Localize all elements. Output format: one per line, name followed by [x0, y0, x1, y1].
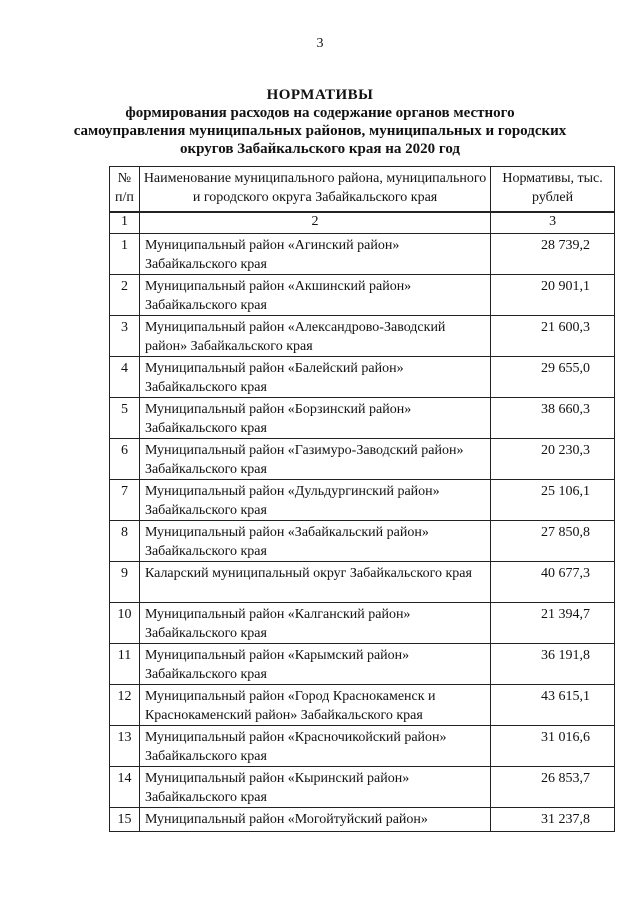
- column-numbers-row: [110, 212, 615, 234]
- row-name: Муниципальный район «Александрово-Заводский район» Забайкальского края: [139, 316, 490, 357]
- row-value: 25 106,1: [491, 480, 615, 521]
- row-value: 31 237,8: [491, 808, 615, 832]
- row-name: Муниципальный район «Забайкальский район» Забайкальского края: [139, 521, 490, 562]
- row-number: 11: [110, 644, 140, 685]
- row-name: Муниципальный район «Балейский район» Забайкальского края: [139, 357, 490, 398]
- row-value: 20 230,3: [491, 439, 615, 480]
- table-row: [110, 357, 615, 398]
- table-row: [110, 521, 615, 562]
- row-value: 20 901,1: [491, 275, 615, 316]
- row-value: 38 660,3: [491, 398, 615, 439]
- row-number: 4: [110, 357, 140, 398]
- norms-table: [109, 166, 615, 832]
- column-number: 2: [139, 212, 490, 234]
- header-norms: Нормативы, тыс. рублей: [491, 167, 615, 213]
- row-name: Муниципальный район «Калганский район» Забайкальского края: [139, 603, 490, 644]
- row-value: 26 853,7: [491, 767, 615, 808]
- table-row: [110, 234, 615, 275]
- table-row: [110, 644, 615, 685]
- row-number: 7: [110, 480, 140, 521]
- table-header-row: [110, 167, 615, 213]
- table-row: [110, 603, 615, 644]
- table-row: [110, 398, 615, 439]
- table-row: [110, 562, 615, 603]
- row-value: 27 850,8: [491, 521, 615, 562]
- row-value: 28 739,2: [491, 234, 615, 275]
- row-number: 8: [110, 521, 140, 562]
- document-title: [0, 86, 640, 158]
- row-name: Муниципальный район «Красночикойский район» Забайкальского края: [139, 726, 490, 767]
- table-row: [110, 439, 615, 480]
- row-number: 6: [110, 439, 140, 480]
- table-row: [110, 767, 615, 808]
- column-number: 3: [491, 212, 615, 234]
- row-value: 36 191,8: [491, 644, 615, 685]
- column-number: 1: [110, 212, 140, 234]
- row-name: Муниципальный район «Кыринский район» Забайкальского края: [139, 767, 490, 808]
- table-row: [110, 480, 615, 521]
- row-value: 31 016,6: [491, 726, 615, 767]
- row-value: 29 655,0: [491, 357, 615, 398]
- title-line-1: НОРМАТИВЫ: [266, 87, 374, 103]
- row-name: Муниципальный район «Акшинский район» Забайкальского края: [139, 275, 490, 316]
- row-name: Муниципальный район «Газимуро-Заводский район» Забайкальского края: [139, 439, 490, 480]
- row-number: 1: [110, 234, 140, 275]
- row-value: 21 394,7: [491, 603, 615, 644]
- row-name: Муниципальный район «Могойтуйский район»: [139, 808, 490, 832]
- row-number: 5: [110, 398, 140, 439]
- row-name: Муниципальный район «Агинский район» Забайкальского края: [139, 234, 490, 275]
- table-row: [110, 316, 615, 357]
- row-value: 43 615,1: [491, 685, 615, 726]
- table-row: [110, 685, 615, 726]
- title-line-3: самоуправления муниципальных районов, муниципальных и городских: [73, 123, 567, 139]
- header-name: Наименование муниципального района, муниципального и городского округа Забайкальского края: [139, 167, 490, 213]
- title-line-2: формирования расходов на содержание органов местного: [125, 105, 515, 121]
- row-name: Муниципальный район «Карымский район» Забайкальского края: [139, 644, 490, 685]
- row-number: 13: [110, 726, 140, 767]
- row-name: Муниципальный район «Дульдургинский район» Забайкальского края: [139, 480, 490, 521]
- row-value: 21 600,3: [491, 316, 615, 357]
- header-number: № п/п: [110, 167, 140, 213]
- table-row: [110, 808, 615, 832]
- page-number: 3: [316, 36, 324, 51]
- table-row: [110, 275, 615, 316]
- row-name: Муниципальный район «Борзинский район» Забайкальского края: [139, 398, 490, 439]
- row-number: 10: [110, 603, 140, 644]
- row-number: 2: [110, 275, 140, 316]
- row-number: 9: [110, 562, 140, 603]
- row-number: 3: [110, 316, 140, 357]
- row-value: 40 677,3: [491, 562, 615, 603]
- row-number: 15: [110, 808, 140, 832]
- title-line-4: округов Забайкальского края на 2020 год: [179, 141, 461, 157]
- row-number: 12: [110, 685, 140, 726]
- row-number: 14: [110, 767, 140, 808]
- row-name: Каларский муниципальный округ Забайкальского края: [139, 562, 490, 603]
- row-name: Муниципальный район «Город Краснокаменск и Краснокаменский район» Забайкальского края: [139, 685, 490, 726]
- table-row: [110, 726, 615, 767]
